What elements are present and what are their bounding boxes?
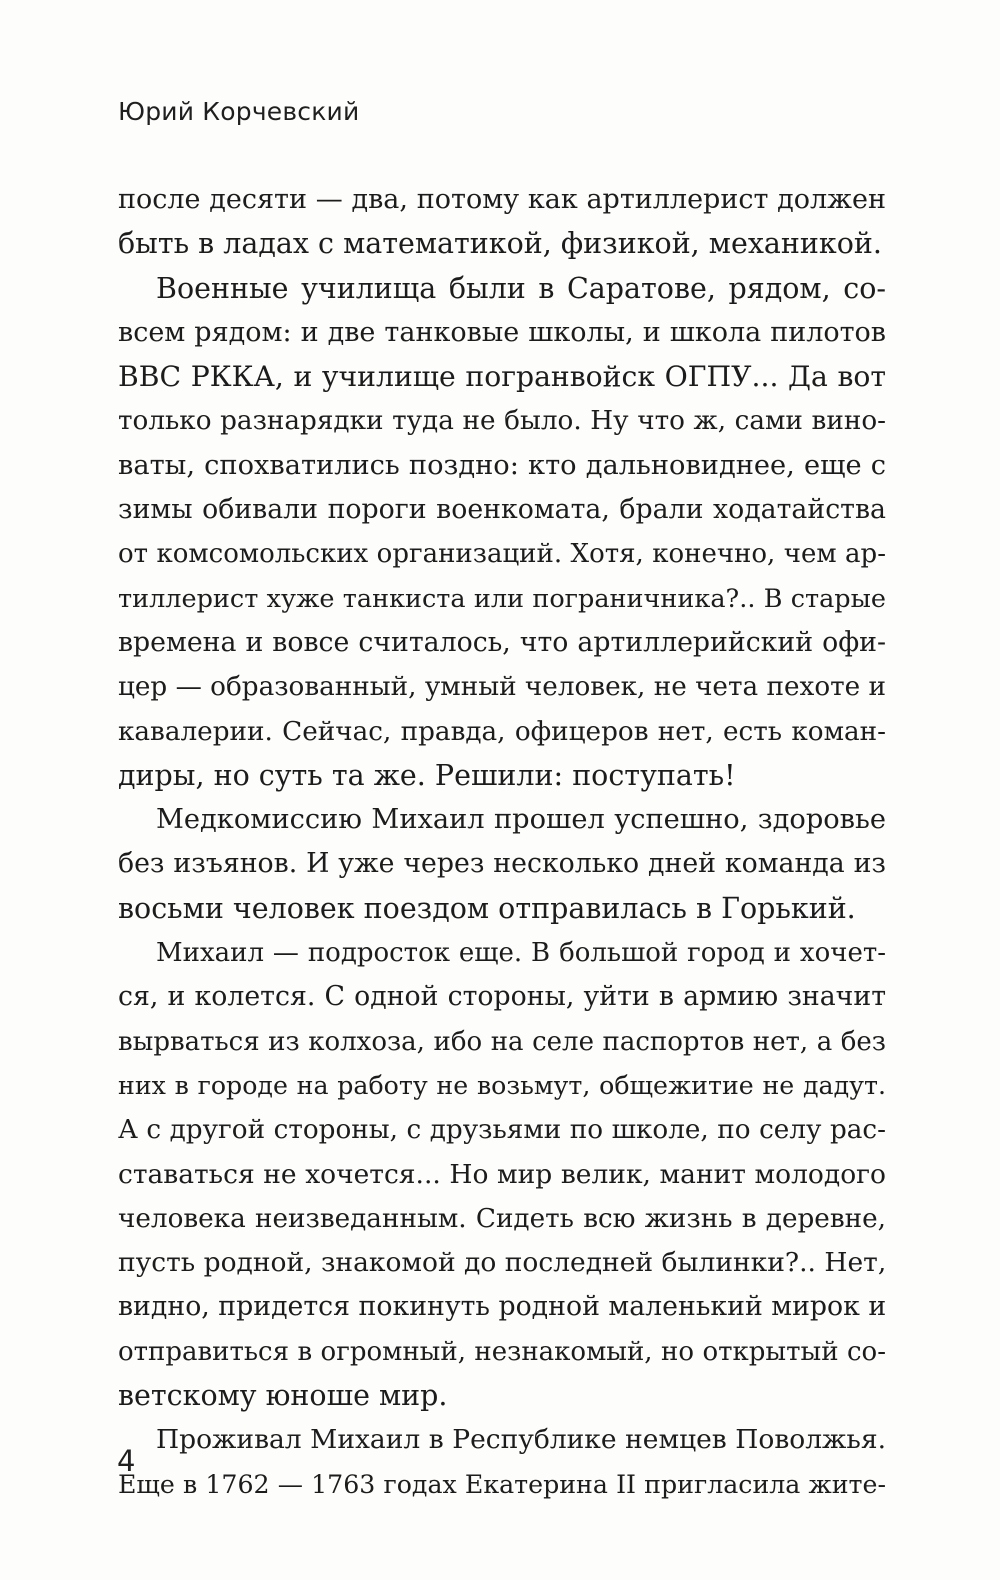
text-line: после десяти — два, потому как артиллерист должен — [118, 184, 886, 215]
text-line: цер — образованный, умный человек, не чета пехоте и — [118, 672, 887, 703]
running-head-author: Юрий Корчевский — [118, 97, 360, 126]
text-line: А с другой стороны, с друзьями по школе, по селу рас- — [118, 1115, 886, 1146]
text-line: Военные училища были в Саратове, рядом, со- — [156, 271, 886, 305]
text-line: диры, но суть та же. Решили: поступать! — [118, 758, 736, 792]
text-line: них в городе на работу не возьмут, общежитие не дадут. — [118, 1070, 886, 1100]
body-text — [118, 178, 886, 1507]
text-line: быть в ладах с математикой, физикой, механикой. — [118, 227, 882, 261]
text-line: человека неизведанным. Сидеть всю жизнь в деревне, — [118, 1203, 886, 1234]
text-line: ваты, спохватились поздно: кто дальновиднее, еще с — [118, 449, 886, 481]
text-line: тиллерист хуже танкиста или пограничника?.. В старые — [118, 583, 886, 614]
text-line: только разнарядки туда не было. Ну что ж, сами вино- — [118, 406, 886, 437]
text-line: восьми человек поездом отправилась в Горький. — [118, 891, 856, 925]
text-line: зимы обивали пороги военкомата, брали ходатайства — [118, 494, 886, 526]
text-line: Медкомиссию Михаил прошел успешно, здоровье — [156, 804, 886, 836]
text-line: видно, придется покинуть родной маленький мирок и — [118, 1291, 887, 1323]
text-line: вырваться из колхоза, ибо на селе паспортов нет, а без — [118, 1026, 886, 1057]
text-line: Михаил — подросток еще. В большой город и хочет- — [156, 938, 886, 969]
text-line: ся, и колется. С одной стороны, уйти в армию значит — [118, 981, 886, 1013]
text-line: кавалерии. Сейчас, правда, офицеров нет, есть коман- — [118, 716, 886, 747]
text-line: времена и вовсе считалось, что артиллерийский офи- — [118, 626, 886, 658]
text-line: Проживал Михаил в Республике немцев Поволжья. — [156, 1424, 886, 1456]
page-number: 4 — [117, 1444, 136, 1478]
text-line: Еще в 1762 — 1763 годах Екатерина II пригласила жите- — [118, 1469, 886, 1499]
text-line: ВВС РККА, и училище погранвойск ОГПУ... Да вот — [118, 360, 886, 394]
text-line: всем рядом: и две танковые школы, и школа пилотов — [118, 316, 886, 348]
text-line: пусть родной, знакомой до последней былинки?.. Нет, — [118, 1247, 887, 1279]
text-line: без изъянов. И уже через несколько дней команда из — [118, 848, 886, 880]
text-line: от комсомольских организаций. Хотя, конечно, чем ар- — [118, 539, 886, 570]
text-line: отправиться в огромный, незнакомый, но открытый со- — [118, 1336, 886, 1367]
text-line: ставаться не хочется... Но мир велик, манит молодого — [118, 1158, 886, 1190]
text-line: ветскому юноше мир. — [118, 1379, 448, 1413]
